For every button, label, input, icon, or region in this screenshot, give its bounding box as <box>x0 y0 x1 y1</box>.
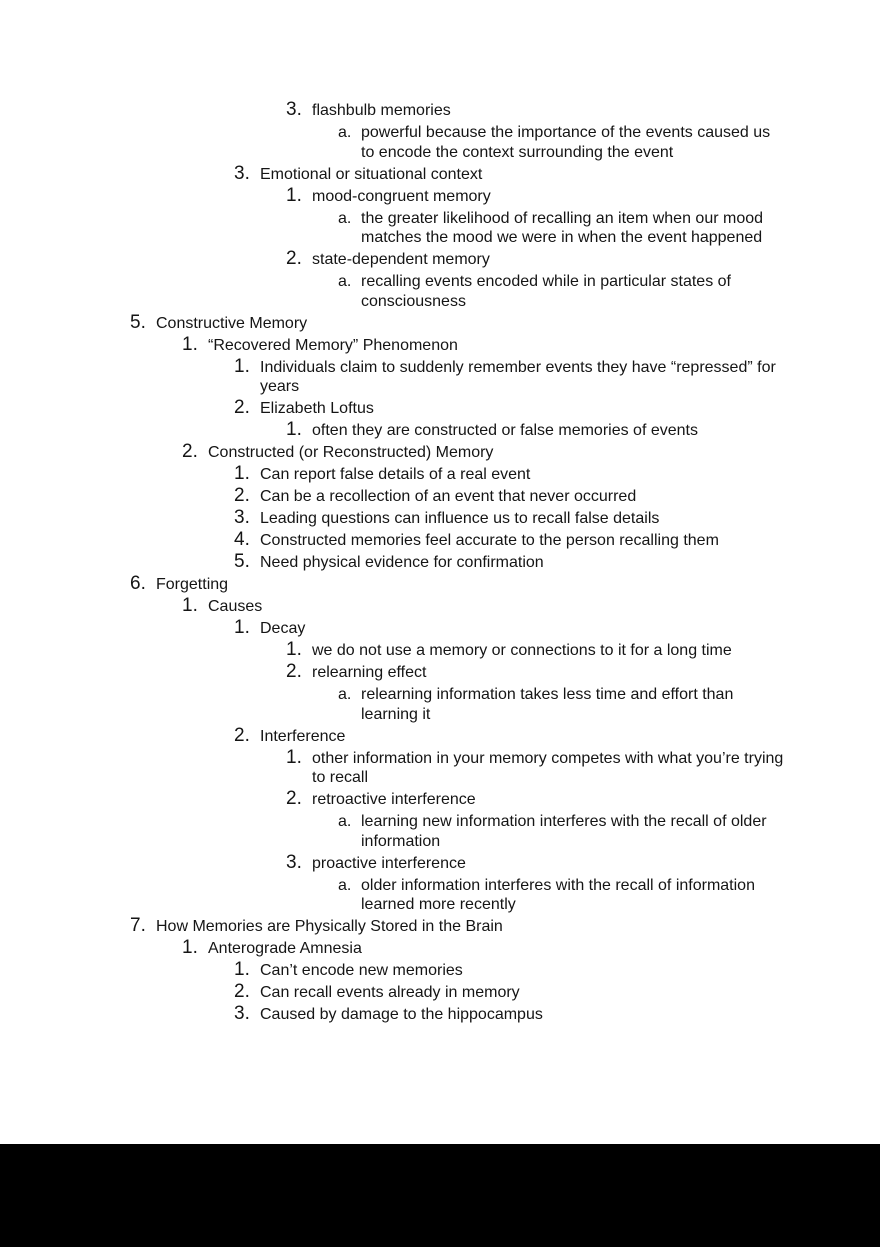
item-marker: 2. <box>286 248 302 269</box>
item-marker: 3. <box>286 851 302 873</box>
outline-item <box>286 250 784 270</box>
item-marker: 1. <box>182 595 198 616</box>
item-text: Interference <box>260 727 346 745</box>
item-text: Anterograde Amnesia <box>208 940 362 957</box>
item-text: Leading questions can influence us to recall false details <box>260 510 660 527</box>
item-text: relearning effect <box>312 664 427 681</box>
item-marker: 1. <box>182 333 198 355</box>
item-text: powerful because the importance of the events caused us to encode the context surrounding the event <box>361 124 771 161</box>
item-text: we do not use a memory or connections to it for a long time <box>312 642 732 659</box>
item-marker: 2. <box>234 981 250 1002</box>
outline-item <box>338 812 784 851</box>
item-text: other information in your memory competes with what you’re trying to recall <box>312 749 784 786</box>
outline-item <box>130 311 784 334</box>
item-text: How Memories are Physically Stored in the Brain <box>156 918 503 935</box>
item-marker: 2. <box>182 441 198 462</box>
outline-item <box>130 917 784 937</box>
item-marker: 3. <box>234 1003 250 1024</box>
item-marker: 1. <box>234 617 250 638</box>
item-marker: a. <box>338 813 352 830</box>
item-text: learning new information interferes with the recall of older information <box>361 813 767 850</box>
item-marker: 5. <box>130 311 146 333</box>
item-marker: 2. <box>286 788 302 809</box>
item-text: mood-congruent memory <box>312 187 491 205</box>
item-marker: 1. <box>234 355 250 377</box>
item-text: the greater likelihood of recalling an item when our mood matches the mood we were in when the event happened <box>361 209 764 246</box>
item-marker: a. <box>338 876 352 894</box>
item-marker: 1. <box>286 419 302 440</box>
item-marker: a. <box>338 273 352 290</box>
item-text: Need physical evidence for confirmation <box>260 554 544 571</box>
outline-item <box>286 641 784 661</box>
outline-item <box>182 597 784 617</box>
item-marker: 1. <box>182 937 198 958</box>
item-text: Can recall events already in memory <box>260 984 520 1001</box>
outline-item <box>234 355 784 397</box>
outline-item <box>234 465 784 485</box>
item-text: Forgetting <box>156 576 229 593</box>
outline-item <box>234 399 784 419</box>
outline-item <box>182 443 784 463</box>
item-marker: a. <box>338 209 352 227</box>
item-text: state-dependent memory <box>312 251 490 268</box>
item-marker: 1. <box>234 463 250 484</box>
item-marker: 2. <box>286 661 302 682</box>
outline-item <box>234 1005 784 1025</box>
outline-item <box>286 790 784 810</box>
outline-item <box>234 619 784 639</box>
item-text: often they are constructed or false memories of events <box>312 422 698 439</box>
item-marker: 1. <box>286 184 302 206</box>
item-text: Caused by damage to the hippocampus <box>260 1006 543 1023</box>
item-text: flashbulb memories <box>312 102 451 119</box>
outline-item <box>234 553 784 573</box>
item-marker: 5. <box>234 551 250 572</box>
item-marker: 4. <box>234 529 250 550</box>
item-marker: 3. <box>286 99 302 120</box>
outline-item <box>286 663 784 683</box>
outline-item <box>234 509 784 529</box>
item-text: retroactive interference <box>312 791 476 808</box>
item-text: Decay <box>260 620 306 637</box>
item-text: relearning information takes less time and effort than learning it <box>361 686 734 723</box>
item-text: “Recovered Memory” Phenomenon <box>208 336 458 354</box>
item-text: proactive interference <box>312 854 466 872</box>
item-text: Elizabeth Loftus <box>260 400 374 417</box>
outline-item <box>338 685 784 724</box>
outline-item <box>338 876 784 915</box>
item-marker: 3. <box>234 507 250 528</box>
item-text: Can report false details of a real event <box>260 466 531 483</box>
outline-item <box>234 983 784 1003</box>
outline-item <box>286 746 784 788</box>
item-text: Emotional or situational context <box>260 165 483 183</box>
bottom-black-bar <box>0 1144 880 1247</box>
outline-item <box>338 209 784 248</box>
outline-item <box>130 575 784 595</box>
item-marker: 2. <box>234 724 250 746</box>
outline-item <box>234 531 784 551</box>
outline-item <box>286 851 784 874</box>
outline-item <box>234 162 784 185</box>
item-marker: a. <box>338 686 352 703</box>
outline-item <box>234 487 784 507</box>
item-text: Can be a recollection of an event that never occurred <box>260 488 637 505</box>
item-text: Constructed (or Reconstructed) Memory <box>208 444 494 461</box>
outline-item <box>286 421 784 441</box>
item-text: Can’t encode new memories <box>260 962 463 979</box>
item-marker: 2. <box>234 397 250 418</box>
item-marker: 7. <box>130 915 146 936</box>
item-marker: 1. <box>286 746 302 768</box>
outline-item <box>338 272 784 311</box>
item-marker: 3. <box>234 162 250 184</box>
item-text: recalling events encoded while in particular states of consciousness <box>361 273 731 310</box>
outline-item <box>234 724 784 747</box>
item-text: Causes <box>208 598 263 615</box>
item-marker: 1. <box>286 639 302 660</box>
item-text: Individuals claim to suddenly remember events they have “repressed” for years <box>260 358 776 395</box>
item-text: Constructed memories feel accurate to the person recalling them <box>260 532 719 549</box>
outline-item <box>182 939 784 959</box>
item-marker: a. <box>338 124 352 141</box>
outline-item <box>234 961 784 981</box>
item-text: Constructive Memory <box>156 314 308 332</box>
outline-item <box>182 333 784 356</box>
outline-item <box>338 123 784 162</box>
item-text: older information interferes with the recall of information learned more recently <box>361 876 755 913</box>
outline-item <box>286 184 784 207</box>
item-marker: 1. <box>234 959 250 980</box>
outline-item <box>286 101 784 121</box>
item-marker: 2. <box>234 485 250 506</box>
item-marker: 6. <box>130 573 146 594</box>
